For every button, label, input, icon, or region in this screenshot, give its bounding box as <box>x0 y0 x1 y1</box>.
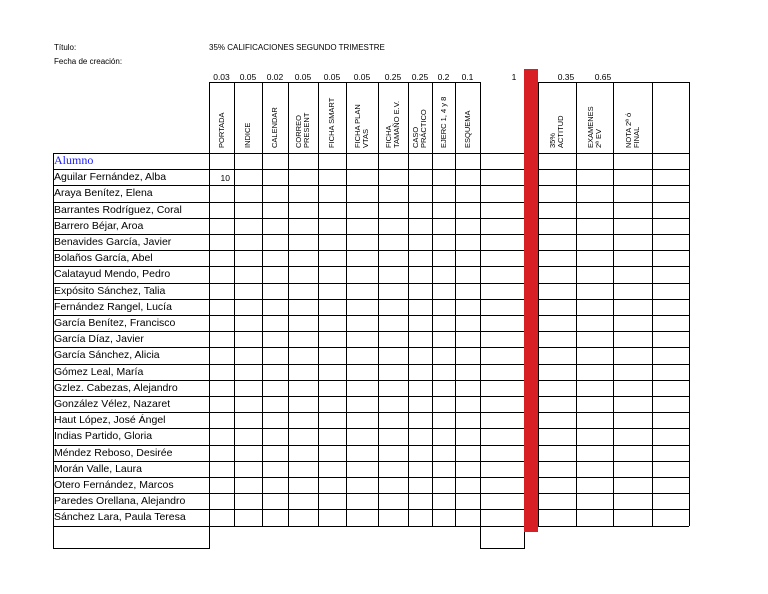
column-header-line: PRESENT <box>302 112 311 148</box>
student-name: Barrero Béjar, Aroa <box>54 219 144 232</box>
weight-examenes: 0.65 <box>594 72 612 82</box>
column-header <box>244 123 252 148</box>
column-header-line: PRÁCTICO <box>419 109 428 148</box>
grid-line <box>538 526 689 527</box>
student-name: González Vélez, Nazaret <box>54 398 171 410</box>
weight-value: 0.03 <box>213 72 230 82</box>
weight-value: 0.05 <box>294 72 312 82</box>
column-header <box>412 109 428 148</box>
grid-line <box>613 82 614 526</box>
weight-value: 0.05 <box>353 72 371 82</box>
column-header <box>587 106 603 148</box>
alumno-header: Alumno <box>54 153 94 167</box>
student-name: Barrantes Rodríguez, Coral <box>54 203 182 216</box>
weight-value: 0.1 <box>461 72 474 82</box>
column-header-line: EJERC 1, 4 y 8 <box>438 96 448 148</box>
title-value: 35% CALIFICACIONES SEGUNDO TRIMESTRE <box>209 43 385 52</box>
column-header <box>271 107 279 148</box>
grid-line <box>378 82 379 526</box>
grid-line <box>455 82 456 526</box>
student-name: Gómez Leal, María <box>54 365 144 378</box>
grid-line <box>346 82 347 526</box>
column-header <box>625 113 641 148</box>
column-header <box>328 98 336 148</box>
column-header-line: FICHA PLAN <box>353 104 362 148</box>
weight-total: 1 <box>511 72 517 82</box>
weight-value: 0.25 <box>384 72 402 82</box>
weight-actitud: 0.35 <box>557 72 575 82</box>
column-header <box>385 101 401 148</box>
student-name: Indias Partido, Gloria <box>54 430 153 443</box>
column-header-line: VTAS <box>361 128 370 148</box>
grid-line <box>408 82 409 526</box>
student-name: García Sánchez, Alicia <box>54 349 160 362</box>
date-label: Fecha de creación: <box>54 57 123 66</box>
weight-value: 0.05 <box>239 72 257 82</box>
column-header-line: ESQUEMA <box>462 110 472 148</box>
weight-value: 0.02 <box>266 72 284 82</box>
student-name: Méndez Reboso, Desirée <box>54 446 173 459</box>
grid-line <box>480 548 525 549</box>
column-header-line: ACTITUD <box>556 115 565 148</box>
student-name: García Díaz, Javier <box>54 333 144 346</box>
column-header-line: FICHA SMART <box>327 97 336 148</box>
column-header <box>218 112 226 148</box>
grid-line <box>538 82 539 526</box>
grid-line <box>652 82 653 526</box>
student-name: Bolaños García, Abel <box>54 252 153 265</box>
column-header-line: CALENDAR <box>270 107 279 148</box>
column-header-line: 35% <box>548 132 557 148</box>
grid-line <box>209 82 480 83</box>
student-name: García Benítez, Francisco <box>54 317 176 329</box>
grid-line <box>288 82 289 526</box>
grid-line <box>53 526 524 527</box>
student-name: Haut López, José Ángel <box>54 414 166 427</box>
column-header-line: CASO <box>411 126 420 148</box>
column-header <box>354 104 370 148</box>
column-header-line: CORREO <box>294 115 303 148</box>
student-name: Otero Fernández, Marcos <box>54 479 174 491</box>
grid-line <box>209 153 210 548</box>
column-header-line: PORTADA <box>216 112 226 148</box>
grade-cell[interactable]: 10 <box>220 173 230 184</box>
title-label: Título: <box>54 43 77 52</box>
student-name: Fernández Rangel, Lucía <box>54 300 172 313</box>
student-name: Gzlez. Cabezas, Alejandro <box>54 381 178 394</box>
student-name: Calatayud Mendo, Pedro <box>54 268 171 281</box>
student-name: Araya Benítez, Elena <box>54 187 153 200</box>
grid-line <box>689 82 690 526</box>
weight-value: 0.25 <box>411 72 429 82</box>
column-header <box>464 110 472 148</box>
grid-line <box>234 82 235 526</box>
student-name: Morán Valle, Laura <box>54 462 142 475</box>
weight-value: 0.2 <box>437 72 450 82</box>
grid-line <box>576 82 577 526</box>
column-header-line: NOTA 2ª ó <box>623 112 633 148</box>
student-name: Benavides García, Javier <box>54 236 172 248</box>
grid-line <box>262 82 263 526</box>
grid-line <box>432 82 433 526</box>
column-header-line: TAMAÑO E.V. <box>392 100 401 148</box>
student-name: Sánchez Lara, Paula Teresa <box>54 511 186 524</box>
column-header-line: 2ª EV <box>593 128 603 148</box>
column-header-line: EXAMENES <box>585 106 595 148</box>
grid-line <box>480 153 481 548</box>
student-name: Aguilar Fernández, Alba <box>54 171 167 184</box>
column-header-line: FINAL <box>631 126 641 148</box>
column-header <box>440 97 448 148</box>
student-name: Expósito Sánchez, Talia <box>54 284 166 297</box>
weight-value: 0.05 <box>323 72 341 82</box>
grid-line <box>318 82 319 526</box>
column-header-line: INDICE <box>243 122 252 148</box>
section-divider <box>524 69 538 532</box>
student-name: Paredes Orellana, Alejandro <box>54 495 186 508</box>
column-header <box>549 116 565 149</box>
column-header-line: FICHA <box>384 125 393 148</box>
column-header <box>295 113 311 148</box>
grid-line <box>53 548 210 549</box>
